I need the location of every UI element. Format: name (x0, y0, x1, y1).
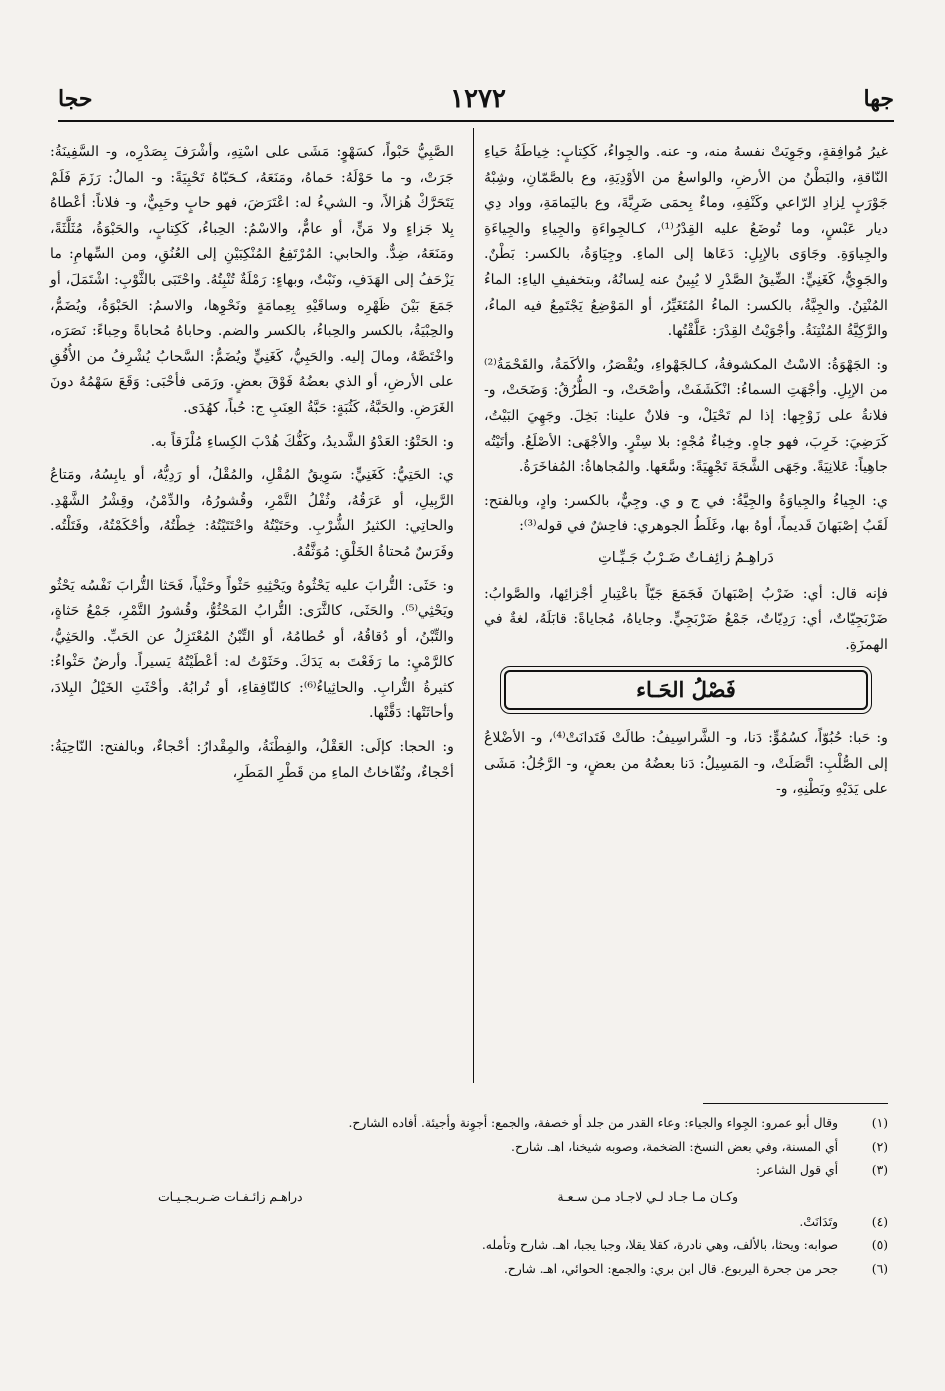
verse-hemistich-right: وكـان مـا جـاد لـي لاجـاد مـن سـعـة (557, 1189, 738, 1204)
column-divider (473, 128, 474, 1083)
footnote-number: (١) (871, 1116, 888, 1130)
entry-paragraph: فإنه قال: أي: ضَرْبُ إصْبَهانَ فَجَمَعَ جَيّاً باعْتِبارِ أجْزائِها، والصَّوابُ: ضَرْبَجِيّاتٌ، أي: رَدِيّاتٌ، جَمْعُ ضَرْبَجِيٍّ. وجاياهُ، مُجاياةً: قابَلَهُ، لغةٌ في الهمزَةِ. (484, 585, 888, 653)
footnote-text: وقال أبو عمرو: الجِواء والجياء: وعاء القدر من جلد أو خصفة، والجمع: أجوِنة وأجيئة. أفاده الشارح. (348, 1116, 838, 1130)
running-head-left: حجا (58, 86, 93, 112)
footnote-text: أي المسنة، وفي بعض النسخ: الضخمة، وصوبه شيخنا، اهـ. شارح. (511, 1139, 838, 1154)
left-column (50, 140, 454, 794)
footnote-rule (703, 1103, 888, 1104)
entry-paragraph: و: حَبا: حُبُوّاً، كسُمُوٍّ: دَنا، و- الشَّراسِيفُ: طالَتْ فَتَدانَتْ⁽⁴⁾، و- الأضْلاعُ إلى الصُّلْبِ: اتَّصَلَتْ، و- المَسِيلُ: دَنا بعضُهُ من بعضٍ، و- الرَّجُلُ: مَشَى على يَدَيْهِ وبَطْنِهِ، و- (484, 730, 888, 798)
entry-paragraph: و: الحَتْوُ: العَدْوُ الشَّديدُ، وكَفُّكَ هُدْبَ الكِساءِ مُلْزَقاً به. (150, 433, 454, 450)
footnote (48, 1258, 888, 1282)
footnote (48, 1112, 888, 1136)
footnote (48, 1136, 888, 1160)
footnote-number: (٢) (871, 1139, 888, 1154)
entry-paragraph: و: الحجا: كإلَى: العَقْلُ، والفِطْنَةُ، والمِقْدارُ: أحْجاءٌ، وبالفتح: النّاحِيَةُ: أحْجاءٌ، ونُفّاخاتُ الماءِ من قَطْرِ المَطَرِ، (50, 739, 454, 781)
footnotes (48, 1112, 888, 1281)
verse-hemistich-left: دراهـم زائـفـات ضـربـجـيـات (158, 1189, 303, 1204)
page-header (58, 78, 894, 120)
footnote-number: (٤) (871, 1214, 888, 1229)
footnote (48, 1234, 888, 1258)
right-column (484, 140, 888, 811)
footnote-number: (٦) (871, 1261, 888, 1276)
entry-paragraph: و: حَثَى: التُّرابَ عليه يَحْثُوهُ ويَحْثِيهِ حَثْواً وحَثْياً، فَحَثا التُّرابَ نَفْسُه يَحْثُو ويَحْثِي⁽⁵⁾. والحَثَى، كالثَّرَى: التُّرابُ المَحْثُوُّ، وقُشورُ التَّمْرِ، جَمْعُ حَثاةٍ، والتِّبْنُ، أو دُقاقُهُ، أو حُطامُهُ، أو التِّبْنُ المُعْتَزِلُ عن الحَبِّ. والحَثِيُّ، كالرَّمْيِ: ما رَفَعْتَ به يَدَكَ. وحَثَوْتُ له: أعْطَيْتُهُ يَسيراً. وأرضٌ حَثْواءُ: كثيرةُ التُّرابِ. والحاثِياءُ⁽⁶⁾: كالنّافِقاءِ، أو تُرابُهُ. وأحْثَتِ الخَيْلُ البِلادَ، وأحاثَتْها: دَقَّتْها. (50, 577, 454, 722)
section-heading: فَصْلُ الحَـاء (504, 670, 868, 710)
entry-paragraph: ي: الجِياءُ والجِياوَةُ والجِيَّةُ: في ج و ي. وجِيٌّ، بالكسر: وادٍ، وبالفتح: لَقَبُ إصْبَهانَ قَديماً، أوهُ بها، وغَلَطُ الجوهري: فاحِشٌ في قوله⁽³⁾: (484, 492, 888, 535)
entry-paragraph: الصَّبِيُّ حَبْواً، كسَهْوٍ: مَشَى على اسْتِهِ، وأشْرَفَ بِصَدْرِه، و- السَّفِينَةُ: جَرَتْ، و- ما حَوْلَهُ: حَماهُ، ومَنَعَهُ، كـحَبّاهُ تَحْبِيَةً: و- المالُ: رَزَمَ فَلَمْ يَتَحَرَّكْ هُزالاً، و- الشيءُ له: اعْتَرَضَ، فهو حابٍ وحَبِيٌّ، و- فلاناً: أعْطاهُ بِلا جَزاءٍ ولا مَنٍّ، أو عامٌّ، والاسْمُ: الحِباءُ، كَكِتابٍ، والحَبْوَةُ، مُثَلَّثَةً، ومَنَعَهُ، ضِدٌّ. والحابي: المُرْتَفِعُ المُنْكِبَيْنِ إلى العُنُقِ، ومن السِّهامِ: ما يَزْحَفُ إلى الهَدَفِ، ونَبْتٌ، وبهاءٍ: رَمْلَةٌ تُنْبِتُهُ. واحْتَبَى بالثَّوْبِ: اشْتَمَلَ، أو جَمَعَ بَيْنَ ظَهْرِه وساقَيْهِ بِعِمامَةٍ ونَحْوِها، والاسمُ: الحَبْوَةُ، ويُضَمُّ، والحِبْيَةُ، بالكسر والحِباءُ، بالكسر والضم. وحاباهُ مُحاباةً وحِباءً: نَصَرَه، واخْتَصَّهُ، ومالَ إليه. والحَبِيُّ، كَغَنِيٍّ ويُضَمُّ: السَّحابُ يُشْرِفُ من الأُفُقِ على الأرضِ، أو الذي بعضُهُ فَوْقَ بعضٍ. ورَمَى فأحْبَى: وَقَعَ سَهْمُهُ دونَ الغَرَضِ. والحَبَّةُ، كَثُبَةٍ: حَبَّةُ العِنَبِ ج: حُباً، كهُدَى. (50, 144, 454, 416)
poetry-verse: دَراهِـمُ زائِفـاتٌ ضَـرْبُ جَـيِّـاتِ (598, 549, 774, 566)
footnote (48, 1159, 888, 1183)
footnote-text: وتَدَانَتْ. (799, 1214, 838, 1229)
footnote-number: (٣) (871, 1163, 888, 1177)
entry-paragraph: ي: الحَتِيُّ: كَغَنِيٍّ: سَوِيقُ المُقْلِ، والمُقْلُ، أو رَدِيُّهُ، أو يابِسُهُ، ومَتاعُ الرَّبِيلِ، أو عَرَقُهُ، وثُفْلُ التَّمْرِ، وقُشورُهُ، والدِّمْنُ، وقِشْرُ الشَّهْدِ. والحاتِي: الكثيرُ الشُّرْبِ. وحَتَيْتُهُ واحْتَتَيْتُهُ: خِطْتُهُ، وأحْكَمْتُهُ، وفَتَلْتُه. وفَرَسٌ مُحتاةُ الخَلْقِ: مُوَثَّقُهُ. (50, 467, 454, 560)
footnote (48, 1211, 888, 1235)
page-number: ١٢٧٢ (450, 84, 506, 114)
footnote-text: صوابه: ويحثا، بالألف، وهي نادرة، كقلا يقلا، وجبا يجبا، اهـ. شارح وتأمله. (481, 1238, 838, 1252)
entry-paragraph: غيرُ مُوافِقةٍ، وجَوِيَتْ نفسهُ منه، و- عنه. والجِواءُ، كَكِتابٍ: خِياطَةُ حَياءِ النّاقةِ، والبَطْنُ من الأرضِ، والواسعُ من الأوْدِيَةِ، وع بالصَّمّانِ، وشِبْهُ جَوْرَبٍ لِزادِ الرّاعي وكَنْفِهِ، وماءٌ بِحمَى ضَرِيَّةَ، وع باليَمامَةِ، وواد دِي ديار عَبْسٍ، وما تُوضَعُ عليه القِدْرُ⁽¹⁾، كـالجِواءَةِ والجِياءِ والجِياءَةِ والجِياوَةِ. وجَاوَى بالإبِلِ: دَعَاها إلى الماءِ. وجِيَاوَةُ، بالكسر: بَطْنٌ. والجَوِيُّ، كَغَنِيٍّ: الضِّيقُ الصَّدْرِ لا يُبِينُ عنه لِسانُهُ، وبتخفيفِ الياءِ: الماءُ المُنْتِنُ. والجِيَّةُ، بالكسر: الماءُ المُتَغَيِّرُ، أو المَوْضِعُ يَجْتَمِعُ فيه الماءُ، والرَّكِيَّةُ المُنْتِنَةُ. وأجْوَيْتُ القِدْرَ: عَلَّقْتُها. (484, 144, 889, 340)
entry-paragraph: و: الجَهْوَةُ: الاسْتُ المكشوفةُ، كـالجَهْواءِ، ويُقْصَرُ، والأكَمَةُ، والقَحْمَةُ⁽²⁾ من الإبِلِ. وأجْهَتِ السماءُ: انْكَشَفَتْ، وأصْحَتْ، و- الطُّرُقُ: وَضَحَتْ، و- فلانةُ على زَوْجِها: إذا لم تَحْيَلْ، و- فلانٌ علينا: بَخِلَ. وجَهِيَ البَيْتُ، كَرَضِيَ: خَرِبَ، فهو جاهٍ. وخِباءٌ مُجْهٍ: بلا سِتْرٍ. والأجْهَى: الأصْلَعُ. وأتَيْتُه جاهِياً: عَلانِيَةً. وجَهَى الشَّجَةَ تَجْهِيَةً: وسَّعَها. والمُجاهاةُ: المُفاخَرَةُ. (484, 356, 888, 476)
footnote-text: أي قول الشاعر: (755, 1163, 838, 1177)
footnote-text: جحر من جحرة اليربوع. قال ابن بري: والجمع: الحوائي، اهـ. شارح. (503, 1261, 838, 1276)
header-rule (58, 120, 894, 122)
footnote-verse (48, 1183, 888, 1211)
running-head-right: جها (863, 86, 894, 112)
footnote-number: (٥) (871, 1238, 888, 1252)
